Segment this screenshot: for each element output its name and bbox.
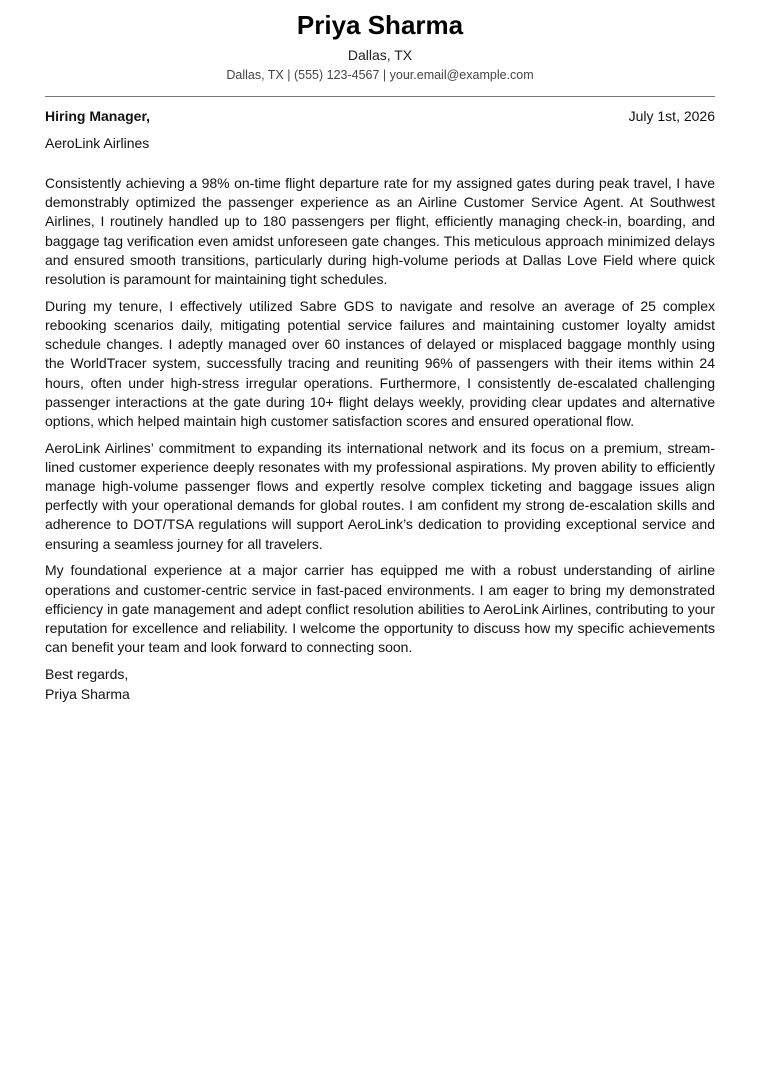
recipient-company: AeroLink Airlines [45,135,150,151]
body-paragraph-2: During my tenure, I effectively utilized Sabre GDS to navigate and resolve an average of 25 complex rebooking scenarios daily, mitigating potential service failures and maintaining customer loyalty amidst schedule changes. I adeptly managed over 60 instances of delayed or misplaced baggage monthly using the WorldTracer system, successfully tracing and reuniting 96% of passengers with their items within 24 hours, often under high-stress irregular operations. Furthermore, I consistently de-escalated challenging passenger interactions at the gate during 10+ flight delays weekly, providing clear updates and alternative options, which helped maintain high customer satisfaction scores and ensured operational flow. [45,297,715,429]
body-paragraph-4: My foundational experience at a major carrier has equipped me with a robust understanding of airline operations and customer-centric service in fast-paced environments. I am eager to bring my demonstrated efficiency in gate management and adept conflict resolution abilities to AeroLink Airlines, contributing to your reputation for excellence and reliability. I welcome the opportunity to discuss how my specific achievements can benefit your team and look forward to connecting soon. [45,562,715,656]
letter-closing [45,665,715,703]
recipient-date-row [45,107,715,125]
applicant-location: Dallas, TX [347,47,413,63]
letter-date: July 1st, 2026 [628,108,715,124]
letter-header [45,0,715,83]
body-paragraph-3: AeroLink Airlines’ commitment to expanding its international network and its focus on a premium, streamlined customer experience deeply resonates with my professional aspirations. My proven ability to efficiently manage high-volume passenger flows and expertly resolve complex ticketing and baggage issues align perfectly with your operational demands for global routes. I am confident my strong de-escalation skills and adherence to DOT/TSA regulations will support AeroLink’s dedication to providing exceptional service and ensuring a seamless journey for all travelers. [45,439,715,552]
closing-salutation: Best regards, [45,666,129,683]
body-paragraph-1: Consistently achieving a 98% on-time flight departure rate for my assigned gates during peak travel, I have demonstrably optimized the passenger experience as an Airline Customer Service Agent. At Southwest Airlines, I routinely handled up to 180 passengers per flight, efficiently managing check-in, boarding, and baggage tag verification even amidst unforeseen gate changes. This meticulous approach minimized delays and ensured smooth transitions, particularly during high-volume periods at Dallas Love Field where quick resolution is paramount for maintaining tight schedules. [45,175,715,288]
applicant-name: Priya Sharma [296,10,464,40]
closing-signature: Priya Sharma [45,685,130,702]
header-divider [45,96,715,97]
letter-body [45,174,715,657]
applicant-contact-line: Dallas, TX | (555) 123-4567 | your.email@example.com [226,68,534,82]
recipient-salutation: Hiring Manager, [45,108,151,124]
